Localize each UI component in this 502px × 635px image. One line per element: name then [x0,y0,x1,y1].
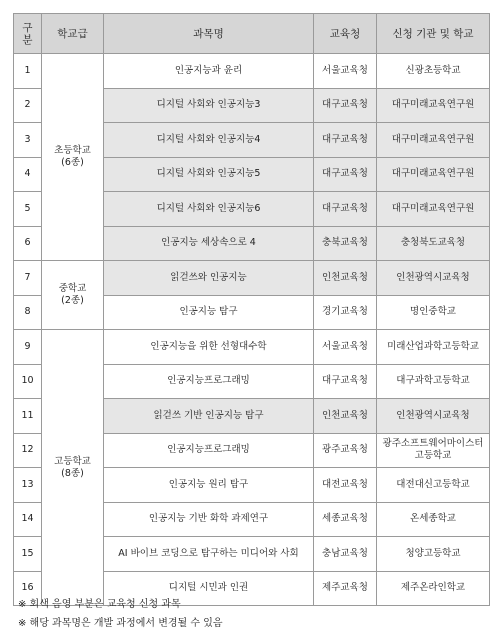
cell-subject: 인공지능 세상속으로 4 [104,226,314,261]
cell-no: 4 [14,157,42,192]
cell-organization: 대구미래교육연구원 [377,123,490,158]
header-organization: 신청 기관 및 학교 [377,14,490,54]
cell-no: 2 [14,88,42,123]
cell-subject: 인공지능프로그래밍 [104,364,314,399]
cell-subject: 인공지능 탐구 [104,295,314,330]
cell-subject: 인공지능과 윤리 [104,54,314,89]
header-subject: 과목명 [104,14,314,54]
cell-subject: AI 바이브 코딩으로 탐구하는 미디어와 사회 [104,537,314,572]
cell-school-level [42,261,104,330]
cell-no: 16 [14,571,42,606]
school-level-name: 중학교 [58,283,87,294]
cell-subject: 인공지능 원리 탐구 [104,468,314,503]
table-row [14,54,490,89]
table-body [14,54,490,606]
cell-organization: 대구미래교육연구원 [377,157,490,192]
cell-no: 13 [14,468,42,503]
cell-no: 6 [14,226,42,261]
cell-no: 14 [14,502,42,537]
cell-office: 대구교육청 [314,88,377,123]
cell-subject: 인공지능을 위한 선형대수학 [104,330,314,365]
school-level-name: 초등학교 [54,145,91,156]
table-row [14,330,490,365]
cell-office: 대전교육청 [314,468,377,503]
cell-organization: 미래산업과학고등학교 [377,330,490,365]
cell-organization: 충청북도교육청 [377,226,490,261]
cell-no: 7 [14,261,42,296]
cell-organization: 온세종학교 [377,502,490,537]
cell-no: 11 [14,399,42,434]
cell-subject: 디지털 사회와 인공지능6 [104,192,314,227]
cell-organization: 광주소프트웨어마이스터 고등학교 [377,433,490,468]
cell-subject: 읽걷쓰와 인공지능 [104,261,314,296]
cell-organization: 청양고등학교 [377,537,490,572]
cell-subject: 디지털 사회와 인공지능5 [104,157,314,192]
cell-school-level [42,54,104,261]
subject-table [13,13,490,606]
note-shading: ※ 회색 음영 부분은 교육청 신청 과목 [18,599,181,610]
cell-office: 인천교육청 [314,261,377,296]
cell-subject: 디지털 사회와 인공지능3 [104,88,314,123]
cell-no: 12 [14,433,42,468]
cell-subject: 인공지능프로그래밍 [104,433,314,468]
cell-school-level [42,330,104,606]
cell-office: 대구교육청 [314,364,377,399]
cell-office: 제주교육청 [314,571,377,606]
cell-office: 대구교육청 [314,157,377,192]
header-school-level: 학교급 [42,14,104,54]
cell-organization: 명인중학교 [377,295,490,330]
cell-organization: 신광초등학교 [377,54,490,89]
cell-organization: 대전대신고등학교 [377,468,490,503]
cell-office: 서울교육청 [314,54,377,89]
cell-no: 8 [14,295,42,330]
cell-office: 충북교육청 [314,226,377,261]
school-level-count: (6종) [61,157,84,168]
cell-subject: 읽걷쓰 기반 인공지능 탐구 [104,399,314,434]
cell-office: 충남교육청 [314,537,377,572]
header-no-line1: 구 [22,21,33,34]
cell-organization: 대구미래교육연구원 [377,192,490,227]
cell-organization: 제주온라인학교 [377,571,490,606]
school-level-name: 고등학교 [54,455,91,467]
cell-no: 10 [14,364,42,399]
cell-office: 광주교육청 [314,433,377,468]
header-office: 교육청 [314,14,377,54]
note-subject-change: ※ 해당 과목명은 개발 과정에서 변경될 수 있음 [18,618,223,629]
header-no [14,14,42,54]
cell-organization: 인천광역시교육청 [377,399,490,434]
cell-office: 인천교육청 [314,399,377,434]
cell-no: 1 [14,54,42,89]
cell-subject: 디지털 시민과 인권 [104,571,314,606]
notes [18,595,223,633]
cell-no: 15 [14,537,42,572]
table-row [14,261,490,296]
cell-office: 대구교육청 [314,192,377,227]
cell-organization: 인천광역시교육청 [377,261,490,296]
cell-office: 대구교육청 [314,123,377,158]
cell-organization: 대구미래교육연구원 [377,88,490,123]
header-row [14,14,490,54]
header-no-line2: 분 [22,33,33,46]
cell-no: 9 [14,330,42,365]
cell-office: 세종교육청 [314,502,377,537]
cell-subject: 디지털 사회와 인공지능4 [104,123,314,158]
cell-no: 3 [14,123,42,158]
cell-subject: 인공지능 기반 화학 과제연구 [104,502,314,537]
school-level-count: (8종) [61,467,84,479]
cell-no: 5 [14,192,42,227]
school-level-count: (2종) [61,295,84,306]
cell-office: 서울교육청 [314,330,377,365]
cell-office: 경기교육청 [314,295,377,330]
cell-organization: 대구과학고등학교 [377,364,490,399]
